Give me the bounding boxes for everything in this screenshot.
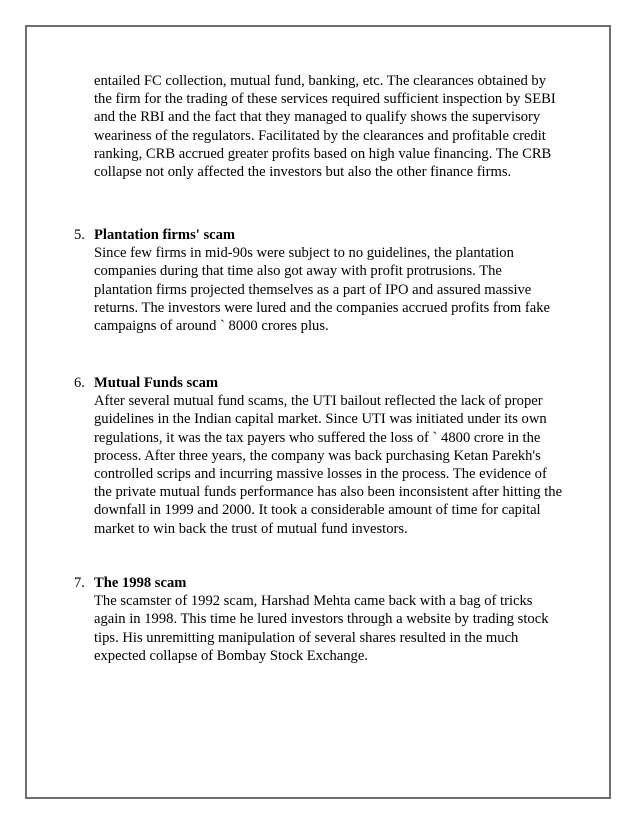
list-item-1998-scam bbox=[74, 574, 570, 665]
text-line: weariness of the regulators. Facilitated by the clearances and profitable credit bbox=[94, 127, 546, 144]
text-line: Since few firms in mid-90s were subject to no guidelines, the plantation bbox=[94, 245, 514, 262]
text-line: collapse not only affected the investors but also the other finance firms. bbox=[94, 164, 512, 181]
list-item-title: Mutual Funds scam bbox=[94, 375, 219, 391]
list-item-number: 7. bbox=[74, 575, 85, 591]
text-line: again in 1998. This time he lured investors through a website by trading stock bbox=[94, 611, 549, 628]
text-line: After several mutual fund scams, the UTI bailout reflected the lack of proper bbox=[94, 393, 543, 410]
text-line: controlled scrips and incurring massive losses in the process. The evidence of bbox=[94, 466, 547, 483]
text-line: regulations, it was the tax payers who suffered the loss of ` 4800 crore in the bbox=[94, 429, 541, 446]
text-line: and the RBI and the fact that they managed to qualify shows the supervisory bbox=[94, 109, 541, 126]
text-line: market to win back the trust of mutual fund investors. bbox=[94, 520, 408, 537]
list-item-body bbox=[94, 374, 570, 538]
text-line: expected collapse of Bombay Stock Exchange. bbox=[94, 647, 368, 664]
text-line: companies during that time also got away with profit protrusions. The bbox=[94, 263, 502, 280]
list-item-mutual-funds-scam bbox=[74, 374, 570, 538]
intro-paragraph bbox=[94, 72, 556, 181]
text-line: campaigns of around ` 8000 crores plus. bbox=[94, 318, 329, 335]
text-line: plantation firms projected themselves as a part of IPO and assured massive bbox=[94, 281, 532, 298]
list-item-title: The 1998 scam bbox=[94, 575, 187, 591]
text-line: entailed FC collection, mutual fund, banking, etc. The clearances obtained by bbox=[94, 73, 546, 89]
text-line: downfall in 1999 and 2000. It took a considerable amount of time for capital bbox=[94, 502, 541, 519]
list-item-number: 6. bbox=[74, 375, 85, 391]
text-line: the firm for the trading of these services required sufficient inspection by SEBI bbox=[94, 91, 556, 108]
text-line: process. After three years, the company was back purchasing Ketan Parekh's bbox=[94, 447, 541, 464]
text-line: tips. His unremitting manipulation of several shares resulted in the much bbox=[94, 629, 519, 646]
list-item-number: 5. bbox=[74, 227, 85, 243]
list-item-body bbox=[94, 226, 570, 335]
text-line: ranking, CRB accrued greater profits based on high value financing. The CRB bbox=[94, 145, 552, 162]
list-item-plantation-scam bbox=[74, 226, 570, 335]
text-line: guidelines in the Indian capital market. Since UTI was initiated under its own bbox=[94, 411, 547, 428]
list-item-title: Plantation firms' scam bbox=[94, 227, 236, 243]
text-line: the private mutual funds performance has also been inconsistent after hitting the bbox=[94, 484, 563, 501]
text-line: returns. The investors were lured and the companies accrued profits from fake bbox=[94, 299, 551, 316]
text-line: The scamster of 1992 scam, Harshad Mehta came back with a bag of tricks bbox=[94, 593, 533, 610]
list-item-body bbox=[94, 574, 570, 665]
